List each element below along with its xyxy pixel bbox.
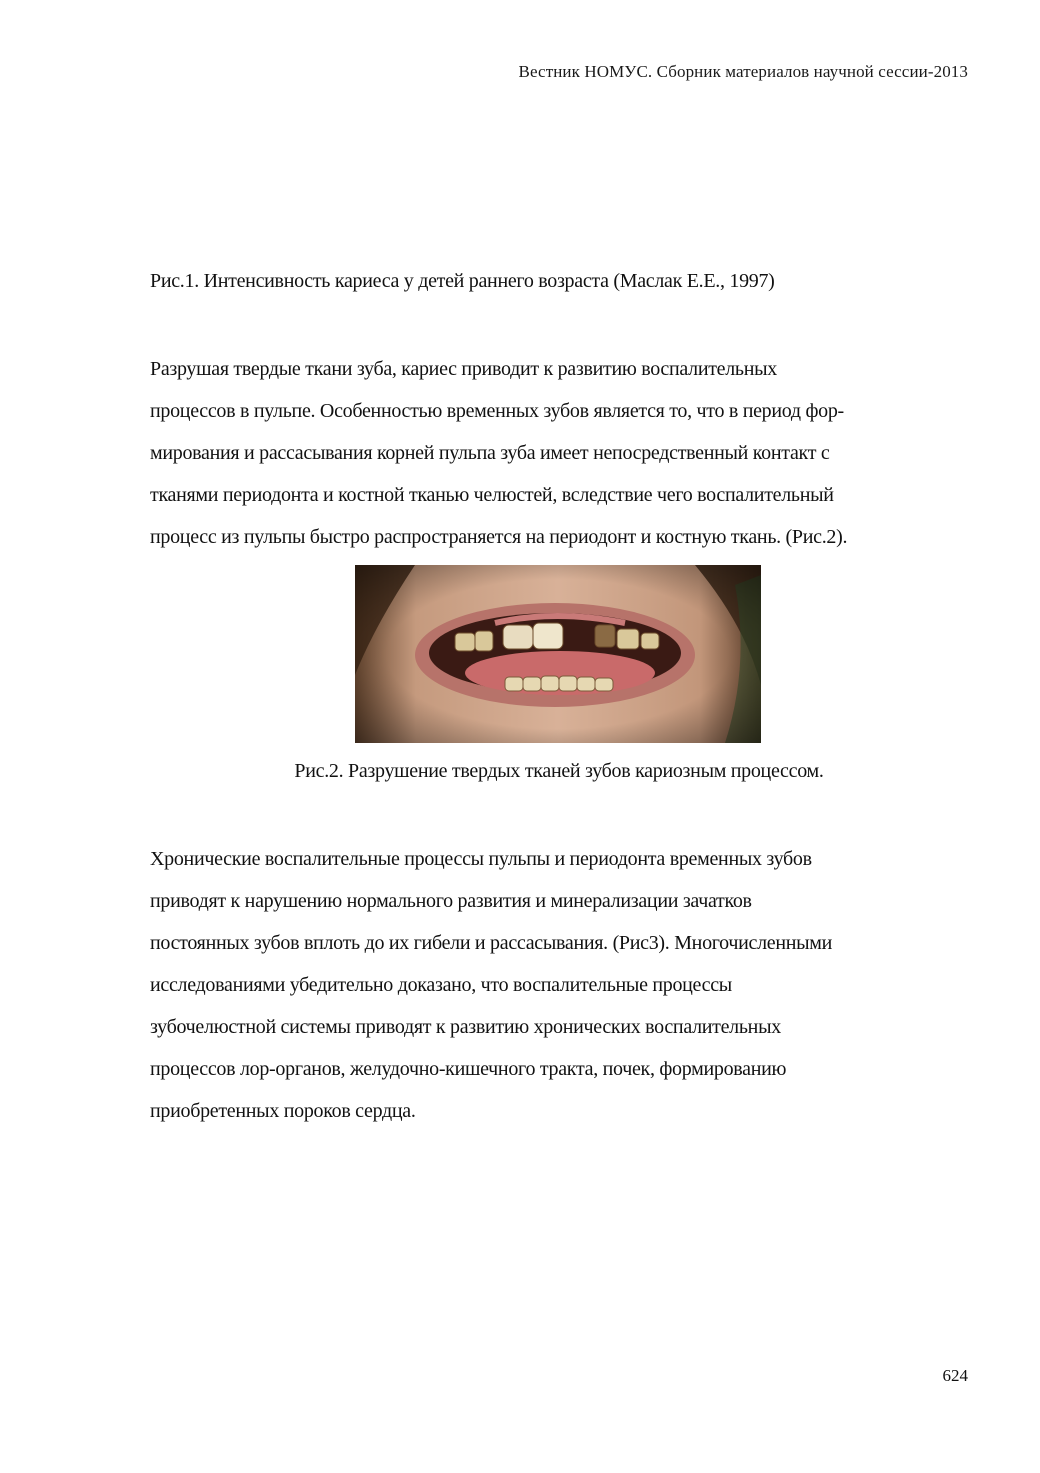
paragraph-1 bbox=[150, 355, 980, 565]
paragraph-line: процессов лор-органов, желудочно-кишечного тракта, почек, формированию bbox=[150, 1058, 787, 1080]
paragraph-2 bbox=[150, 845, 980, 1139]
paragraph-line: приобретенных пороков сердца. bbox=[150, 1100, 416, 1122]
paragraph-line: процесс из пульпы быстро распространяется на периодонт и костную ткань. (Рис.2). bbox=[150, 526, 848, 548]
paragraph-line: исследованиями убедительно доказано, что воспалительные процессы bbox=[150, 974, 732, 996]
running-header: Вестник НОМУС. Сборник материалов научной сессии-2013 bbox=[518, 62, 968, 81]
figure-1-caption: Рис.1. Интенсивность кариеса у детей раннего возраста (Маслак Е.Е., 1997) bbox=[150, 270, 775, 292]
paragraph-line: Хронические воспалительные процессы пульпы и периодонта временных зубов bbox=[150, 848, 812, 870]
paragraph-line: Разрушая твердые ткани зуба, кариес приводит к развитию воспалительных bbox=[150, 358, 777, 380]
figure-2-photo bbox=[355, 565, 761, 743]
figure-2-caption: Рис.2. Разрушение твердых тканей зубов кариозным процессом. bbox=[294, 760, 824, 782]
mouth-photo-illustration bbox=[355, 565, 761, 743]
paragraph-line: постоянных зубов вплоть до их гибели и рассасывания. (Рис3). Многочисленными bbox=[150, 932, 833, 954]
paragraph-line: приводят к нарушению нормального развития и минерализации зачатков bbox=[150, 890, 752, 912]
paragraph-line: тканями периодонта и костной тканью челюстей, вследствие чего воспалительный bbox=[150, 484, 834, 506]
paragraph-line: зубочелюстной системы приводят к развитию хронических воспалительных bbox=[150, 1016, 781, 1038]
paragraph-line: мирования и рассасывания корней пульпа зуба имеет непосредственный контакт с bbox=[150, 442, 830, 464]
paragraph-line: процессов в пульпе. Особенностью временных зубов является то, что в период фор- bbox=[150, 400, 844, 422]
page-number: 624 bbox=[942, 1366, 968, 1385]
